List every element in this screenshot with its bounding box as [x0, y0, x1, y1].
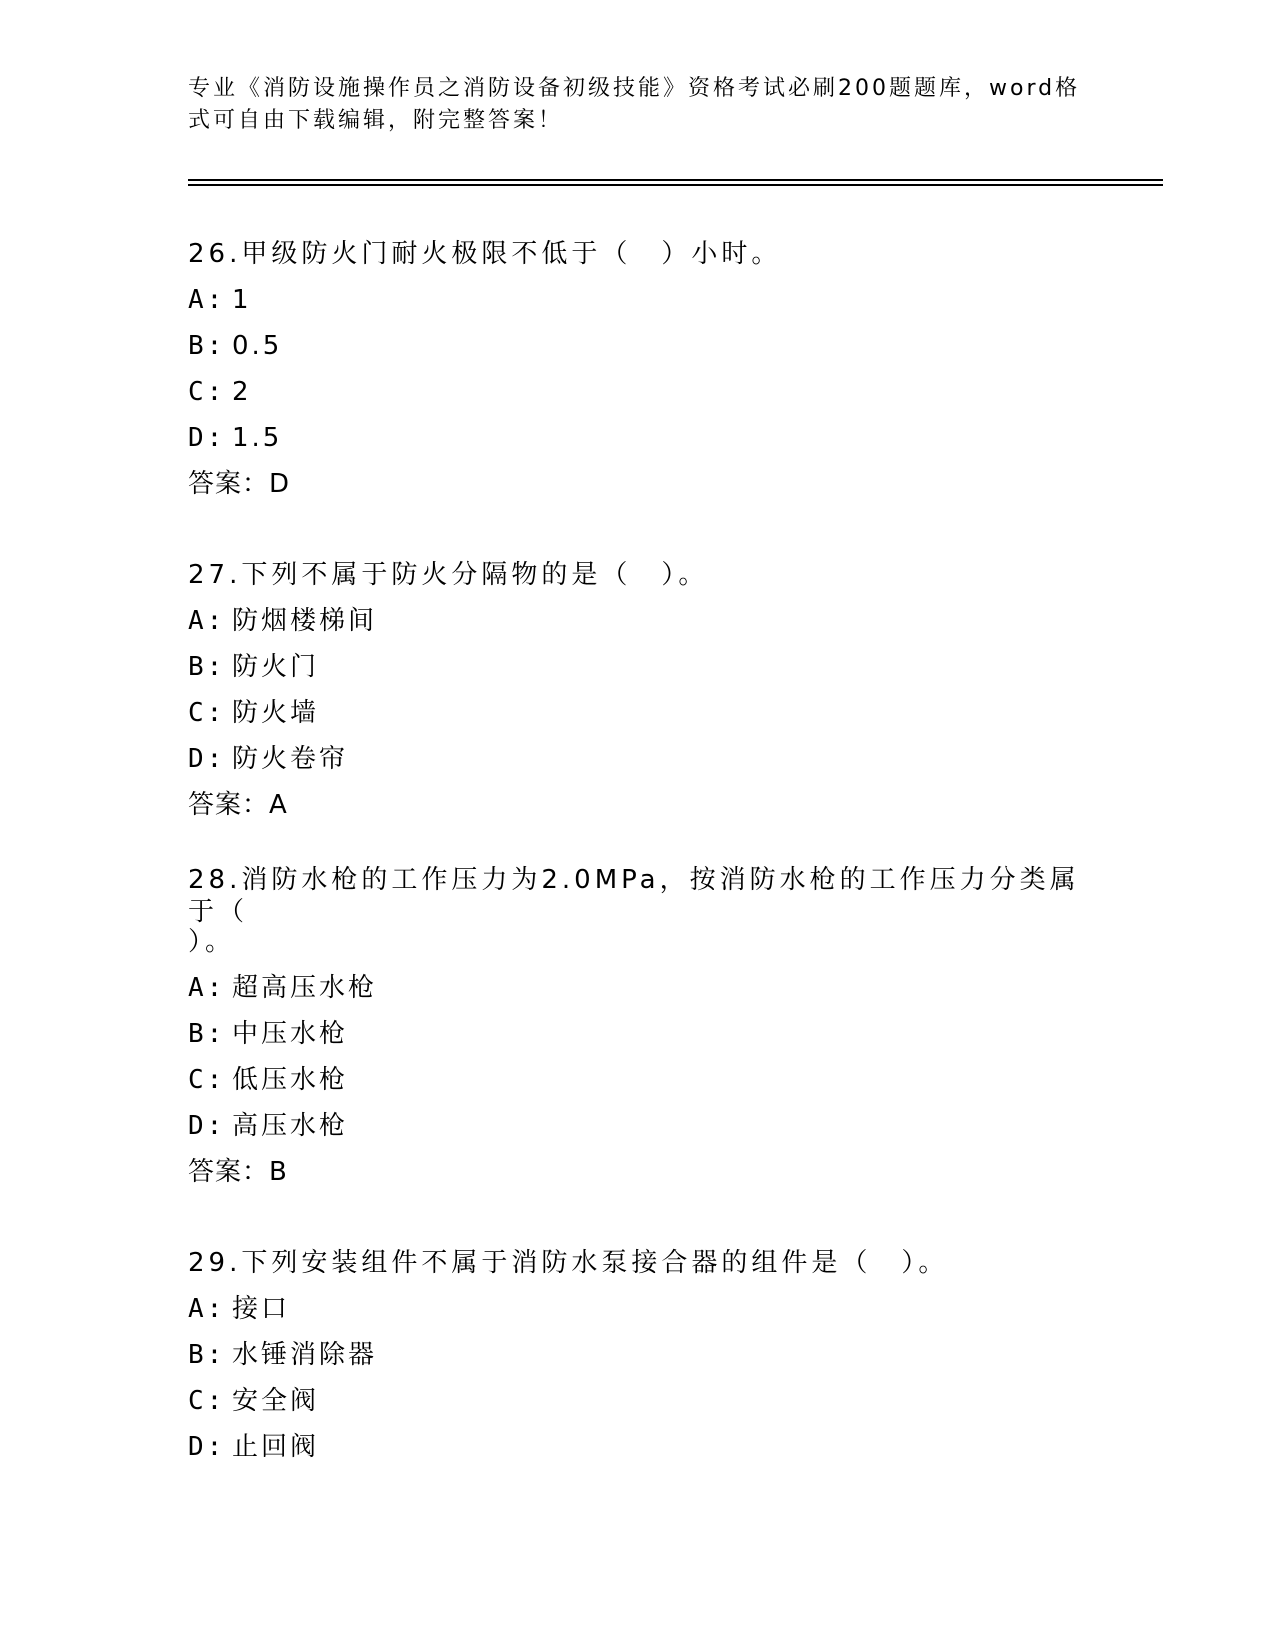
question-26: [188, 231, 1088, 507]
option-text: 防火门: [232, 652, 320, 682]
header-divider-top: [188, 179, 1163, 181]
option-letter: C:: [188, 377, 226, 407]
question-stem: 29.下列安装组件不属于消防水泵接合器的组件是（ ）。: [188, 1248, 949, 1278]
option-letter: C:: [188, 1386, 226, 1416]
option-b: [188, 323, 1088, 369]
option-c: [188, 1378, 1088, 1424]
answer-line: 答案：B: [188, 1157, 288, 1187]
option-text: 安全阀: [232, 1386, 320, 1416]
option-c: [188, 1057, 1088, 1103]
header-line-2: 式可自由下载编辑，附完整答案！: [188, 108, 564, 133]
option-text: 高压水枪: [232, 1111, 349, 1141]
question-stem: 26.甲级防火门耐火极限不低于（ ）小时。: [188, 239, 782, 269]
answer-line: 答案：A: [188, 790, 288, 820]
option-text: 中压水枪: [232, 1019, 349, 1049]
option-letter: D:: [188, 1432, 226, 1462]
option-letter: D:: [188, 423, 226, 453]
option-b: [188, 1011, 1088, 1057]
option-a: [188, 965, 1088, 1011]
option-d: [188, 415, 1088, 461]
question-stem: 27.下列不属于防火分隔物的是（ ）。: [188, 560, 709, 590]
option-letter: A:: [188, 973, 226, 1003]
option-text: 2: [232, 377, 252, 407]
header-line-1: 专业《消防设施操作员之消防设备初级技能》资格考试必刷200题题库，word格: [188, 76, 1081, 101]
option-c: [188, 369, 1088, 415]
option-text: 止回阀: [232, 1432, 320, 1462]
option-text: 水锤消除器: [232, 1340, 378, 1370]
option-a: [188, 1286, 1088, 1332]
option-letter: B:: [188, 652, 226, 682]
option-letter: C:: [188, 1065, 226, 1095]
option-text: 1: [232, 285, 252, 315]
question-29: [188, 1240, 1088, 1470]
header-divider-bottom: [188, 184, 1163, 186]
option-text: 1.5: [232, 423, 283, 453]
option-d: [188, 736, 1088, 782]
answer-line: 答案：D: [188, 469, 291, 499]
question-stem-line-1: 28.消防水枪的工作压力为2.0MPa，按消防水枪的工作压力分类属于（: [188, 865, 1080, 927]
option-a: [188, 277, 1088, 323]
option-letter: B:: [188, 331, 226, 361]
option-letter: A:: [188, 1294, 226, 1324]
option-text: 低压水枪: [232, 1065, 349, 1095]
option-b: [188, 1332, 1088, 1378]
option-d: [188, 1424, 1088, 1470]
option-c: [188, 690, 1088, 736]
option-letter: D:: [188, 744, 226, 774]
question-stem-line-2: ）。: [188, 927, 236, 957]
option-text: 接口: [232, 1294, 291, 1324]
option-a: [188, 598, 1088, 644]
option-letter: B:: [188, 1340, 226, 1370]
option-letter: A:: [188, 285, 226, 315]
option-letter: B:: [188, 1019, 226, 1049]
option-d: [188, 1103, 1088, 1149]
document-header: [188, 73, 1088, 137]
option-text: 超高压水枪: [232, 973, 378, 1003]
option-text: 防烟楼梯间: [232, 606, 378, 636]
option-letter: D:: [188, 1111, 226, 1141]
question-28: [188, 865, 1088, 1195]
option-text: 防火卷帘: [232, 744, 349, 774]
option-b: [188, 644, 1088, 690]
option-letter: A:: [188, 606, 226, 636]
question-27: [188, 552, 1088, 828]
option-letter: C:: [188, 698, 226, 728]
option-text: 0.5: [232, 331, 283, 361]
option-text: 防火墙: [232, 698, 320, 728]
